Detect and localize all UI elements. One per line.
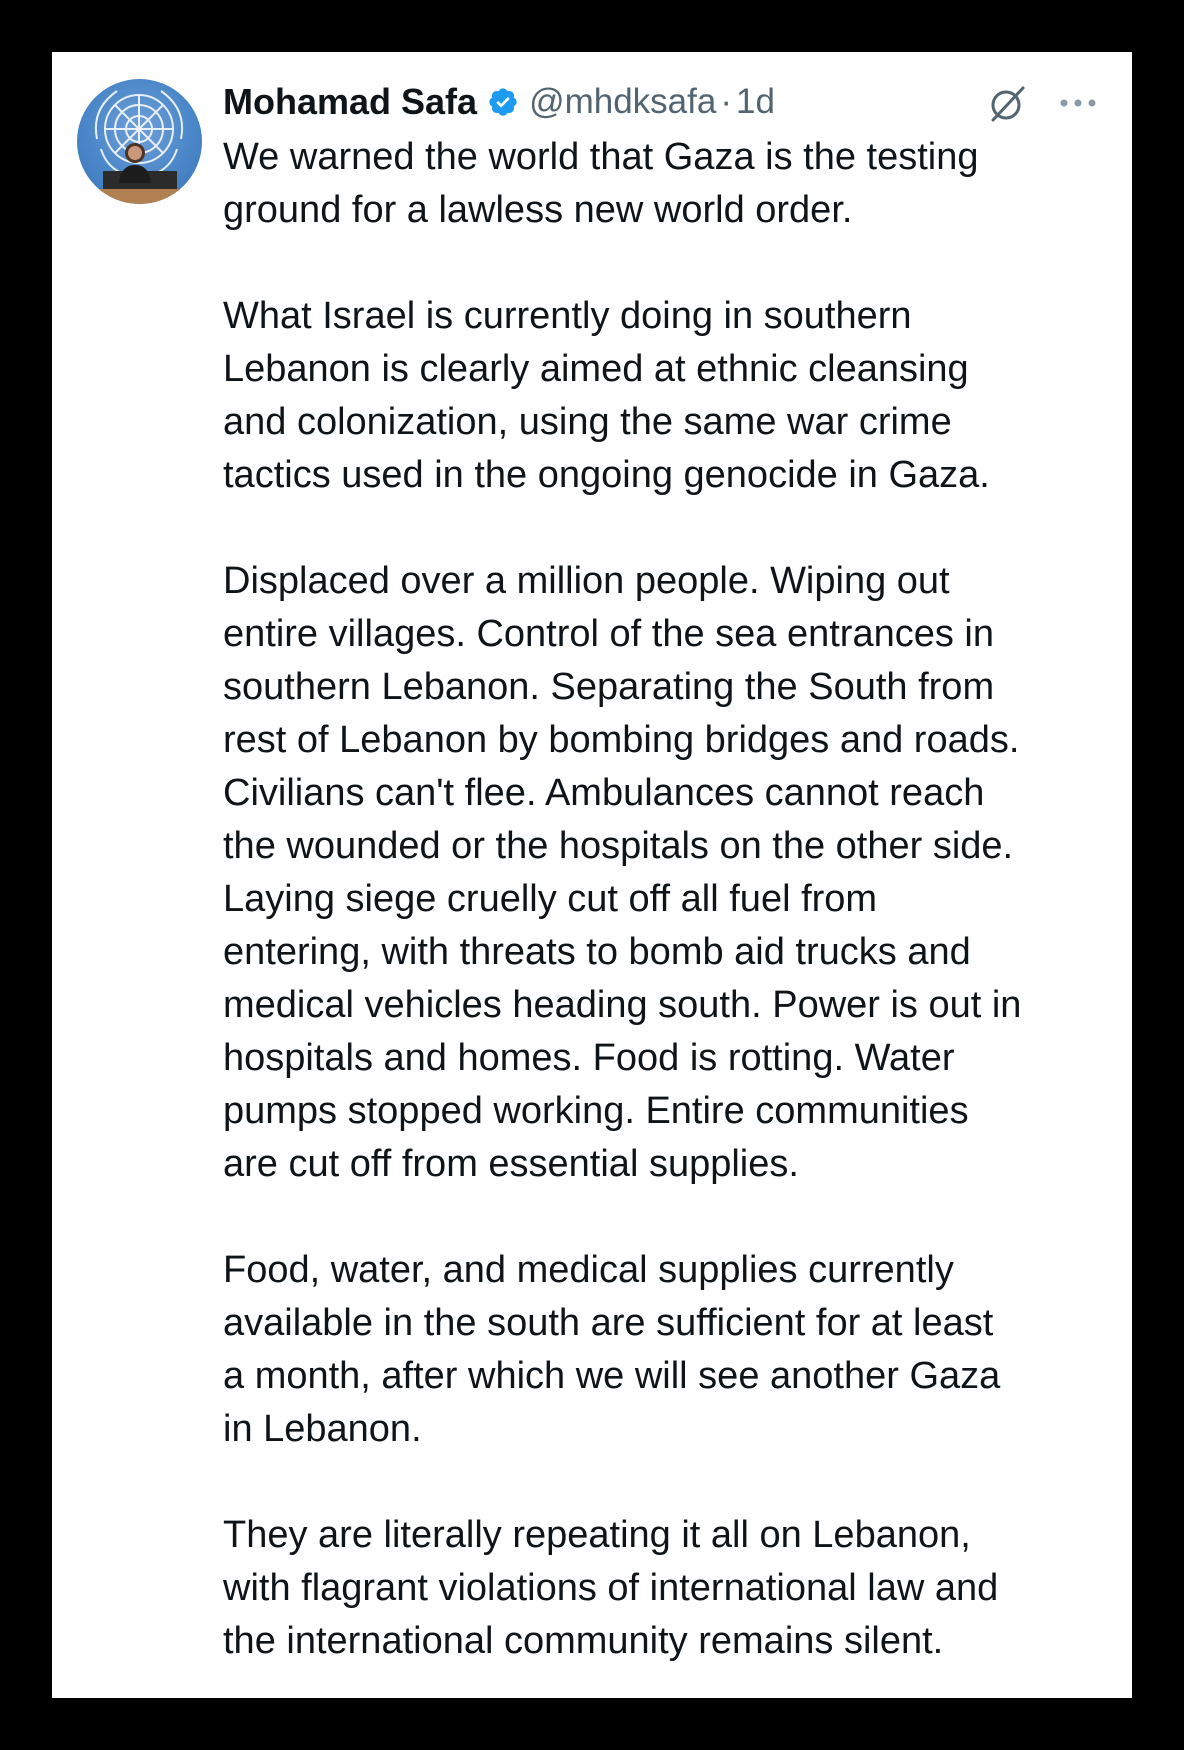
tweet-text-line: We warned the world that Gaza is the testing	[223, 136, 979, 178]
tweet-text-line: rest of Lebanon by bombing bridges and roads.	[223, 719, 1020, 761]
tweet-text-line: pumps stopped working. Entire communities	[223, 1090, 969, 1132]
avatar[interactable]	[77, 79, 202, 204]
tweet-text-line: What Israel is currently doing in southern	[223, 295, 912, 337]
paragraph-gap	[223, 237, 1123, 290]
tweet-card	[52, 52, 1132, 1698]
tweet-text-line: Displaced over a million people. Wiping out	[223, 560, 950, 602]
tweet-text-line: the wounded or the hospitals on the other side.	[223, 825, 1014, 867]
grok-icon[interactable]	[985, 82, 1029, 126]
tweet-header	[223, 72, 775, 132]
tweet-text-line: entering, with threats to bomb aid trucks and	[223, 931, 971, 973]
tweet-text-line: with flagrant violations of international law and	[223, 1567, 999, 1609]
tweet-text-line: southern Lebanon. Separating the South from	[223, 666, 995, 708]
verified-badge-icon	[487, 86, 519, 118]
un-emblem-avatar-image	[77, 79, 202, 204]
tweet-text-line: Laying siege cruelly cut off all fuel from	[223, 878, 878, 920]
tweet-text-line: tactics used in the ongoing genocide in Gaza.	[223, 454, 990, 496]
tweet-text-line: entire villages. Control of the sea entrances in	[223, 613, 994, 655]
tweet-text-line: Food, water, and medical supplies currently	[223, 1249, 954, 1291]
tweet-text	[223, 131, 1123, 1668]
tweet-text-line: and colonization, using the same war crime	[223, 401, 952, 443]
paragraph-gap	[223, 502, 1123, 555]
tweet-text-line: They are literally repeating it all on Lebanon,	[223, 1514, 971, 1556]
tweet-text-line: available in the south are sufficient for at least	[223, 1302, 994, 1344]
timestamp[interactable]: 1d	[736, 82, 775, 121]
tweet-text-line: hospitals and homes. Food is rotting. Water	[223, 1037, 955, 1079]
tweet-text-line: ground for a lawless new world order.	[223, 189, 853, 231]
more-options-icon[interactable]	[1058, 96, 1098, 110]
author-name[interactable]: Mohamad Safa	[223, 81, 478, 122]
tweet-text-line: Civilians can't flee. Ambulances cannot reach	[223, 772, 985, 814]
tweet-text-line: in Lebanon.	[223, 1408, 422, 1450]
tweet-text-line: a month, after which we will see another Gaza	[223, 1355, 1001, 1397]
separator-dot: ·	[720, 82, 732, 121]
paragraph-gap	[223, 1191, 1123, 1244]
tweet-text-line: Lebanon is clearly aimed at ethnic cleansing	[223, 348, 969, 390]
author-handle[interactable]: @mhdksafa	[529, 82, 717, 121]
paragraph-gap	[223, 1456, 1123, 1509]
tweet-text-line: are cut off from essential supplies.	[223, 1143, 799, 1185]
tweet-text-line: medical vehicles heading south. Power is out in	[223, 984, 1022, 1026]
tweet-text-line: the international community remains silent.	[223, 1620, 944, 1662]
